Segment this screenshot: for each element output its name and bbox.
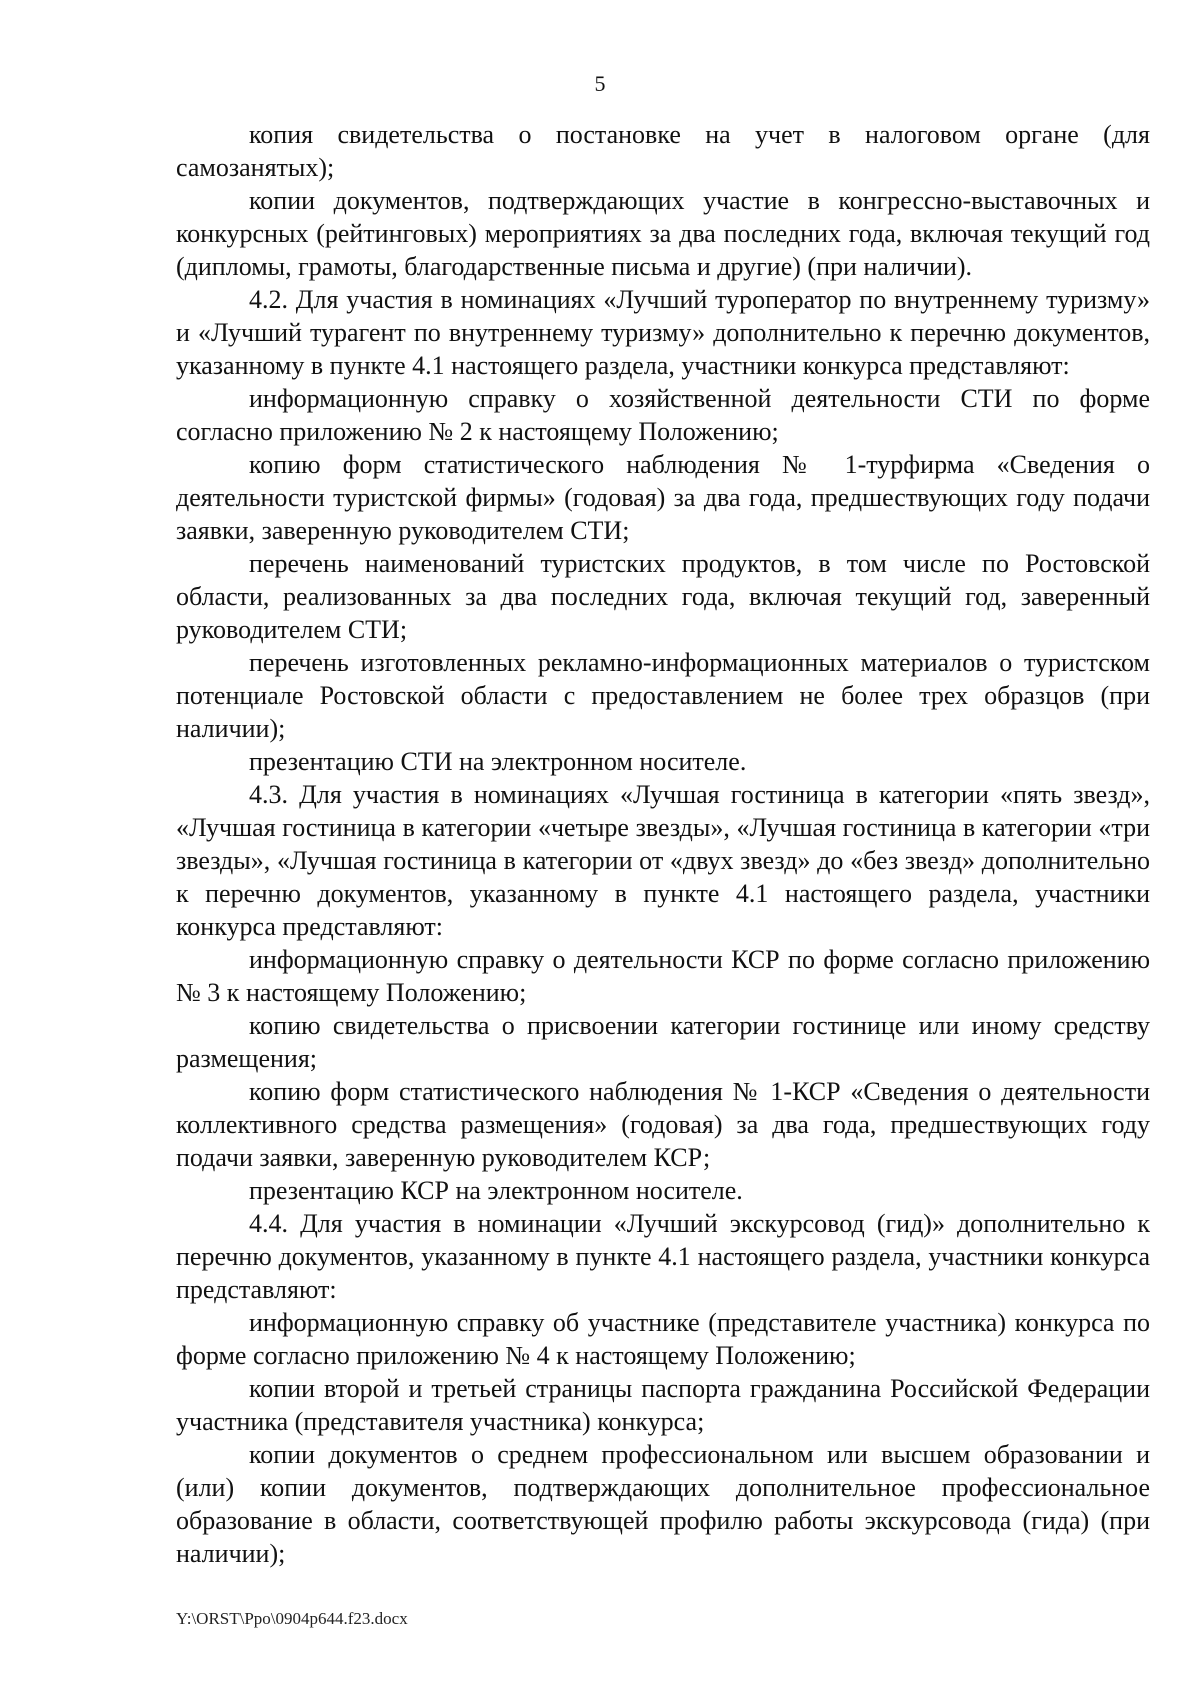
paragraph-category-certificate: копию свидетельства о присвоении категории гостинице или иному средству размещения; xyxy=(176,1011,1150,1073)
paragraph-section-4-3: 4.3. Для участия в номинациях «Лучшая гостиница в категории «пять звезд», «Лучшая гостиница в категории «четыре звезды», «Лучшая гостиница в категории «три звезды», «Лучшая гостиница в категории от «двух звезд» до «без звезд» дополнительно к перечню документов, указанному в пункте 4.1 настоящего раздела, участники конкурса представляют: xyxy=(176,780,1150,941)
paragraph-exhibition-participation-docs: копии документов, подтверждающих участие в конгрессно-выставочных и конкурсных (рейтинговых) мероприятиях за два последних года, включая текущий год (дипломы, грамоты, благодарственные письма и другие) (при наличии). xyxy=(176,186,1150,281)
paragraph-education-documents: копии документов о среднем профессиональном или высшем образовании и (или) копии документов, подтверждающих дополнительное профессиональное образование в области, соответствующей профилю работы экскурсовода (гида) (при наличии); xyxy=(176,1440,1150,1568)
paragraph-ksr-presentation: презентацию КСР на электронном носителе. xyxy=(249,1176,743,1205)
paragraph-ksr-info-statement: информационную справку о деятельности КСР по форме согласно приложению № 3 к настоящему Положению; xyxy=(176,945,1150,1007)
paragraph-tax-registration-copy: копия свидетельства о постановке на учет в налоговом органе (для самозанятых); xyxy=(176,120,1150,182)
paragraph-statistics-form-ksr: копию форм статистического наблюдения № 1-КСР «Сведения о деятельности коллективного средства размещения» (годовая) за два года, предшествующих году подачи заявки, заверенную руководителем КСР; xyxy=(176,1077,1150,1172)
document-body xyxy=(176,118,1150,1570)
paragraph-participant-info-statement: информационную справку об участнике (представителе участника) конкурса по форме согласно приложению № 4 к настоящему Положению; xyxy=(176,1308,1150,1370)
paragraph-section-4-2: 4.2. Для участия в номинациях «Лучший туроператор по внутреннему туризму» и «Лучший турагент по внутреннему туризму» дополнительно к перечню документов, указанному в пункте 4.1 настоящего раздела, участники конкурса представляют: xyxy=(176,285,1150,380)
page-number: 5 xyxy=(594,71,606,96)
paragraph-sti-presentation: презентацию СТИ на электронном носителе. xyxy=(249,747,747,776)
paragraph-section-4-4: 4.4. Для участия в номинации «Лучший экскурсовод (гид)» дополнительно к перечню документов, указанному в пункте 4.1 настоящего раздела, участники конкурса представляют: xyxy=(176,1209,1150,1304)
paragraph-advertising-materials-list: перечень изготовленных рекламно-информационных материалов о туристском потенциале Ростовской области с предоставлением не более трех образцов (при наличии); xyxy=(176,648,1150,743)
footer-file-path: Y:\ORST\Ppo\0904p644.f23.docx xyxy=(176,1609,408,1628)
paragraph-passport-copies: копии второй и третьей страницы паспорта гражданина Российской Федерации участника (представителя участника) конкурса; xyxy=(176,1374,1150,1436)
paragraph-tourist-products-list: перечень наименований туристских продуктов, в том числе по Ростовской области, реализованных за два последних года, включая текущий год, заверенный руководителем СТИ; xyxy=(176,549,1150,644)
paragraph-sti-info-statement: информационную справку о хозяйственной деятельности СТИ по форме согласно приложению № 2 к настоящему Положению; xyxy=(176,384,1150,446)
paragraph-statistics-form-turfirma: копию форм статистического наблюдения № 1-турфирма «Сведения о деятельности туристской фирмы» (годовая) за два года, предшествующих году подачи заявки, заверенную руководителем СТИ; xyxy=(176,450,1150,545)
